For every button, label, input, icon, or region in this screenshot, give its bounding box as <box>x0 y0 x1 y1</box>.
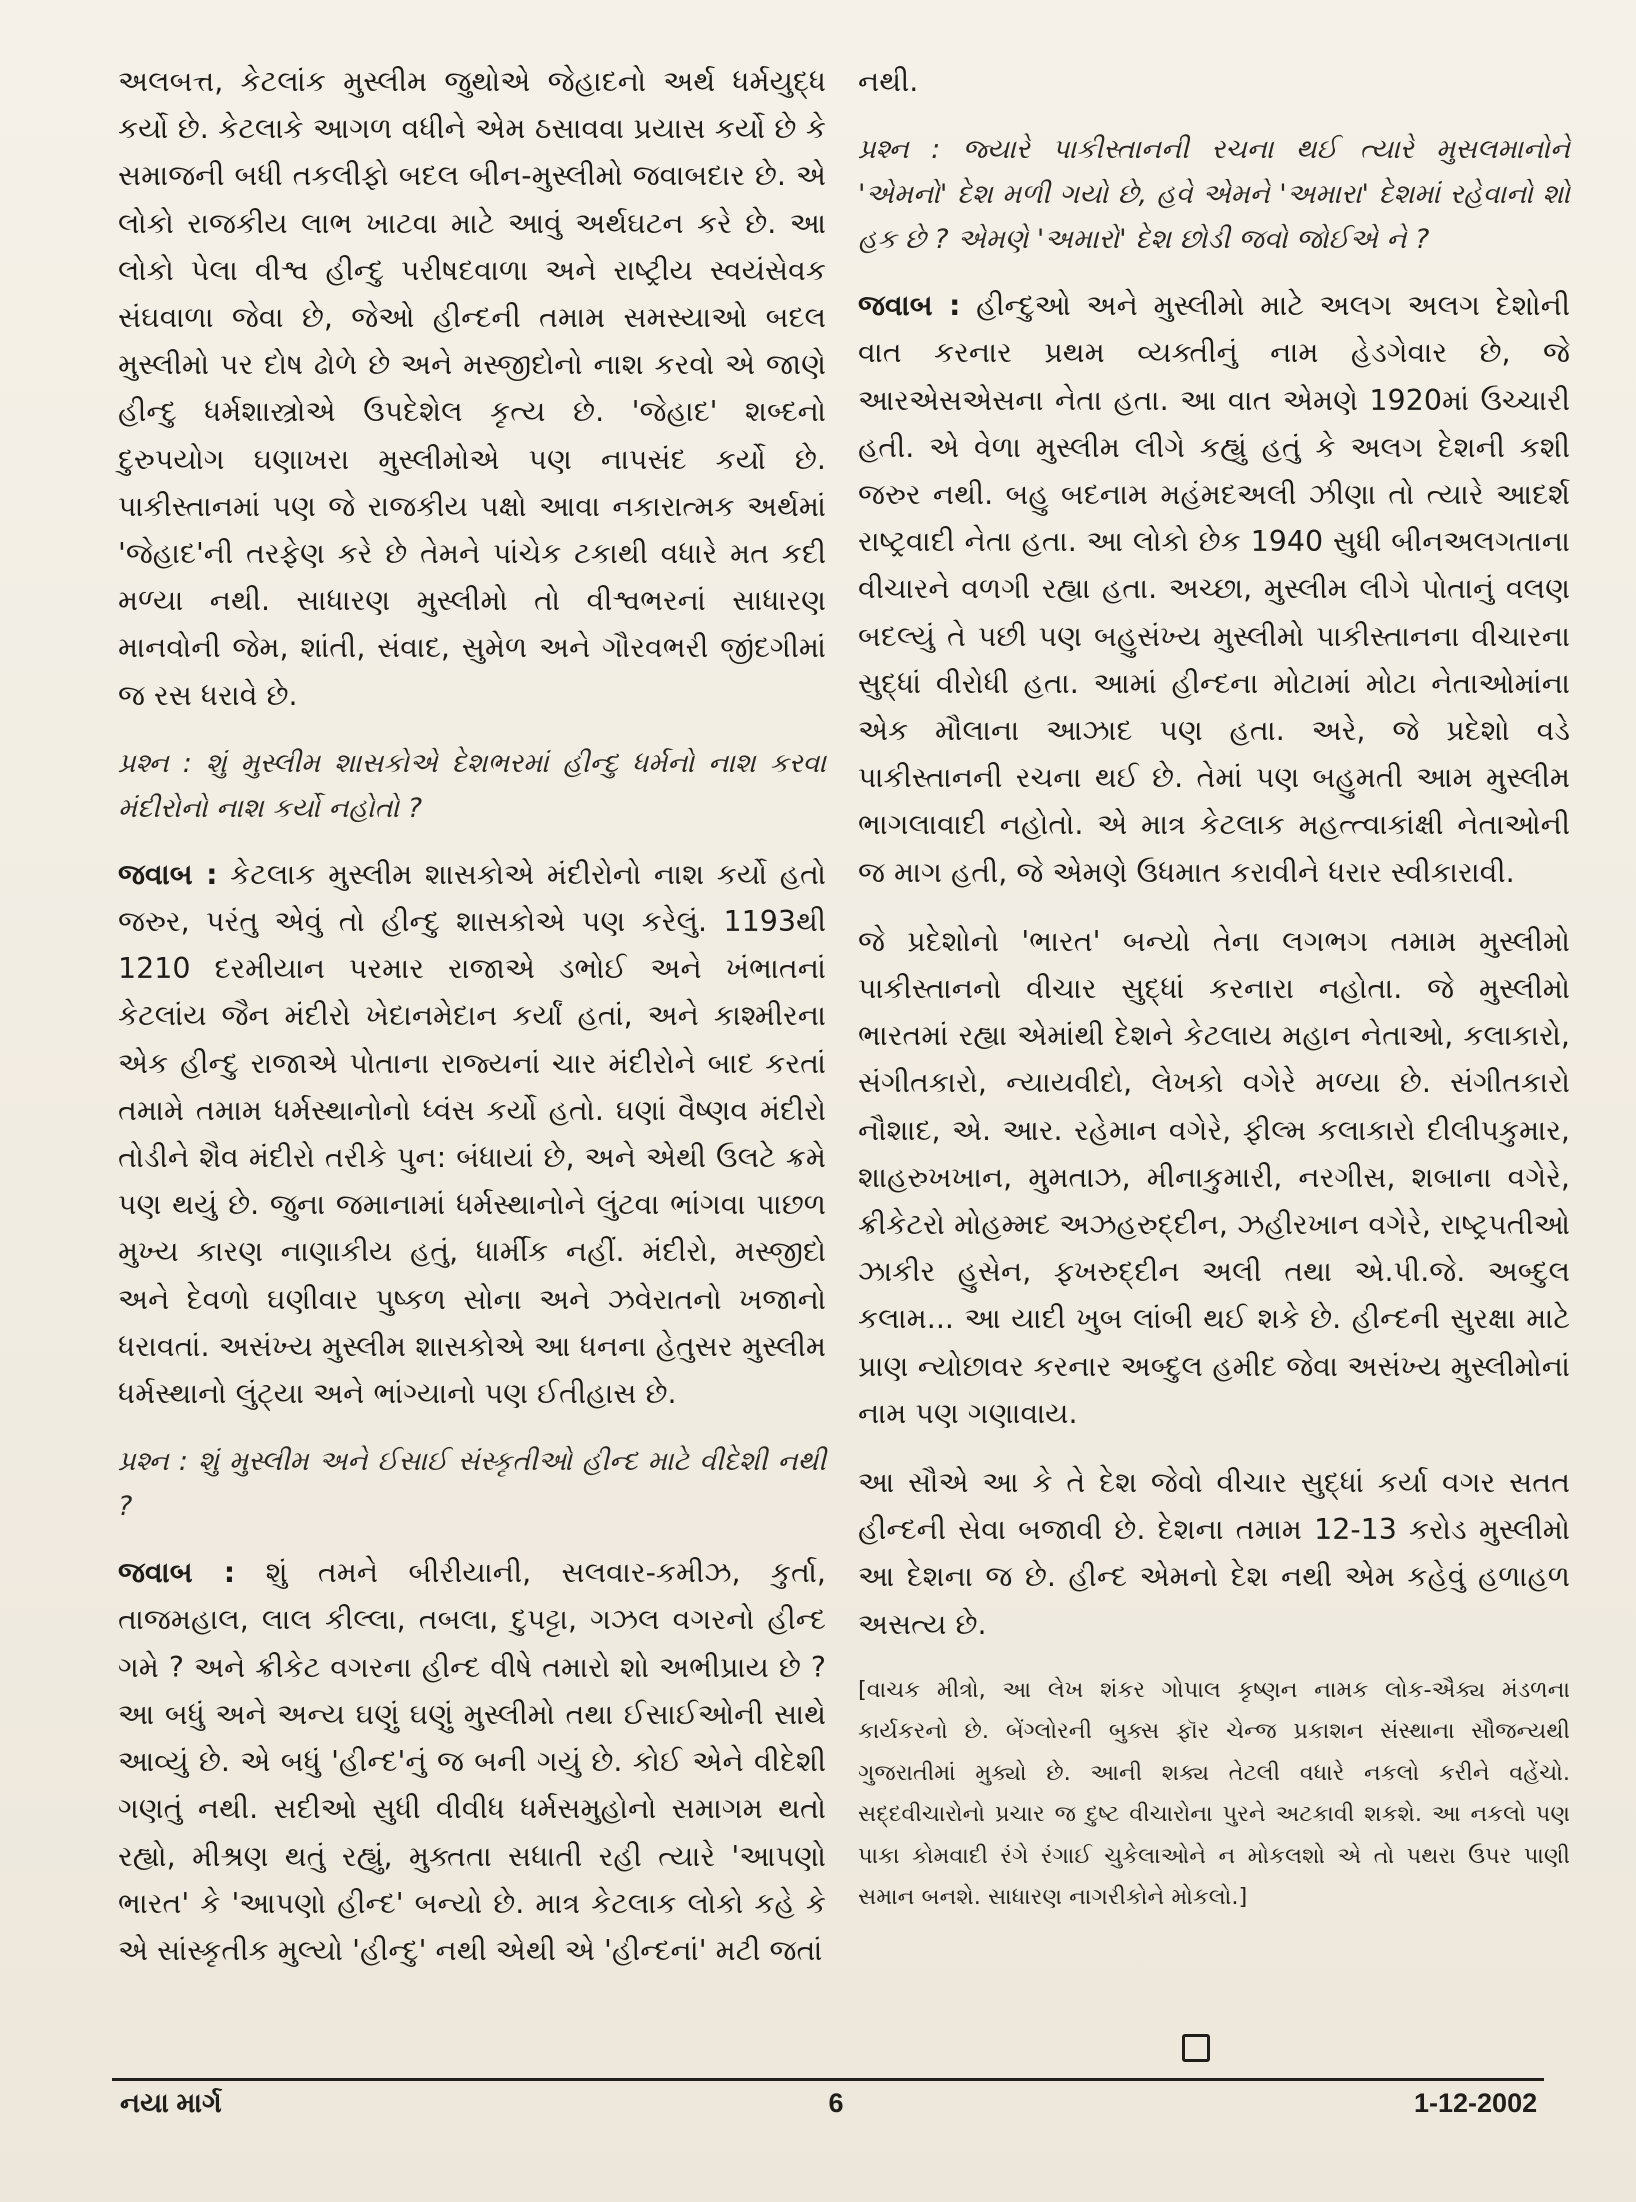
page-number: 6 <box>828 2088 844 2118</box>
paragraph-indian-muslims: જે પ્રદેશોનો 'ભારત' બન્યો તેના લગભગ તમામ મુસ્લીમો પાકીસ્તાનનો વીચાર સુદ્ધાં કરનારા નહોતા. જે મુસ્લીમો ભારતમાં રહ્યા એમાંથી દેશને કેટલાય મહાન નેતાઓ, કલાકારો, સંગીતકારો, ન્યાયવીદો, લેખકો વગેરે મળ્યા છે. સંગીતકારો નૌશાદ, એ. આર. રહેમાન વગેરે, ફીલ્મ કલાકારો દીલીપકુમાર, શાહરુખખાન, મુમતાઝ, મીનાકુમારી, નરગીસ, શબાના વગેરે, ક્રીકેટરો મોહમ્મદ અઝહરુદ્દીન, ઝહીરખાન વગેરે, રાષ્ટ્રપતીઓ ઝાકીર હુસેન, ફખરુદ્દીન અલી તથા એ.પી.જે. અબ્દુલ કલામ... આ યાદી ખુબ લાંબી થઈ શકે છે. હીન્દની સુરક્ષા માટે પ્રાણ ન્યોછાવર કરનાર અબ્દુલ હમીદ જેવા અસંખ્ય મુસ્લીમોનાં નામ પણ ગણાવાય. <box>858 924 1570 1430</box>
paragraph-conclusion: આ સૌએ આ કે તે દેશ જેવો વીચાર સુદ્ધાં કર્યા વગર સતત હીન્દની સેવા બજાવી છે. દેશના તમામ 12-13 કરોડ મુસ્લીમો આ દેશના જ છે. હીન્દ એમનો દેશ નથી એમ કહેવું હળાહળ અસત્ય છે. <box>858 1466 1570 1641</box>
question-pakistan: પ્રશ્ન : જ્યારે પાકીસ્તાનની રચના થઈ ત્યારે મુસલમાનોને 'એમનો' દેશ મળી ગયો છે, હવે એમને 'અમારા' દેશમાં રહેવાનો શો હક છે ? એમણે 'અમારો' દેશ છોડી જવો જોઈએ ને ? <box>858 134 1570 256</box>
question-temples: પ્રશ્ન : શું મુસ્લીમ શાસકોએ દેશભરમાં હીન્દુ ધર્મનો નાશ કરવા મંદીરોનો નાશ કર્યો નહોતો ? <box>118 747 826 824</box>
question-cultures: પ્રશ્ન : શું મુસ્લીમ અને ઈસાઈ સંસ્કૃતીઓ હીન્દ માટે વીદેશી નથી ? <box>118 1446 826 1523</box>
answer-text: હીન્દુઓ અને મુસ્લીમો માટે અલગ અલગ દેશોની વાત કરનાર પ્રથમ વ્યક્તીનું નામ હેડગેવાર છે, જે આરએસએસના નેતા હતા. આ વાત એમણે 1920માં ઉચ્ચારી હતી. એ વેળા મુસ્લીમ લીગે કહ્યું હતું કે અલગ દેશની કશી જરુર નથી. બહુ બદનામ મહંમદઅલી ઝીણા તો ત્યારે આદર્શ રાષ્ટ્રવાદી નેતા હતા. આ લોકો છેક 1940 સુધી બીનઅલગતાના વીચારને વળગી રહ્યા હતા. અચ્છા, મુસ્લીમ લીગે પોતાનું વલણ બદલ્યું તે પછી પણ બહુસંખ્ય મુસ્લીમો પાકીસ્તાનના વીચારના સુદ્ધાં વીરોધી હતા. આમાં હીન્દના મોટામાં મોટા નેતાઓમાંના એક મૌલાના આઝાદ પણ હતા. અરે, જે પ્રદેશો વડે પાકીસ્તાનની રચના થઈ છે. તેમાં પણ બહુમતી આમ મુસ્લીમ ભાગલાવાદી નહોતો. એ માત્ર કેટલાક મહત્ત્વાકાંક્ષી નેતાઓની જ માગ હતી, જે એમણે ઉધમાત કરાવીને ધરાર સ્વીકારાવી. <box>858 289 1570 889</box>
right-column <box>858 58 1570 1941</box>
answer-text: શું તમને બીરીયાની, સલવાર-કમીઝ, કુર્તા, તાજમહાલ, લાલ કીલ્લા, તબલા, દુપટ્ટા, ગઝલ વગરનો હીન્દ ગમે ? અને ક્રીકેટ વગરના હીન્દ વીષે તમારો શો અભીપ્રાય છે ? આ બધું અને અન્ય ઘણું ઘણું મુસ્લીમો તથા ઈસાઈઓની સાથે આવ્યું છે. એ બધું 'હીન્દ'નું જ બની ગયું છે. કોઈ એને વીદેશી ગણતું નથી. સદીઓ સુધી વીવીધ ધર્મસમુહોનો સમાગમ થતો રહ્યો, મીશ્રણ થતું રહ્યું, મુક્તતા સધાતી રહી ત્યારે 'આપણો ભારત' કે 'આપણો હીન્દ' બન્યો છે. માત્ર કેટલાક લોકો કહે કે એ સાંસ્કૃતીક મુલ્યો 'હીન્દુ' નથી એથી એ 'હીન્દનાં' મટી જતાં <box>118 1556 826 1967</box>
editor-note: [વાચક મીત્રો, આ લેખ શંકર ગોપાલ કૃષ્ણન નામક લોક-ઐક્ય મંડળના કાર્યકરનો છે. બેંગ્લોરની બુક્સ ફૉર ચેન્જ પ્રકાશન સંસ્થાના સૌજન્યથી ગુજરાતીમાં મુક્યો છે. આની શક્ય તેટલી વધારે નકલો કરીને વહેંચો. સદ્દવીચારોનો પ્રચાર જ દુષ્ટ વીચારોના પુરને અટકાવી શકશે. આ નકલો પણ પાકા કોમવાદી રંગે રંગાઈ ચુકેલાઓને ન મોકલશો એ તો પથરા ઉપર પાણી સમાન બનશે. સાધારણ નાગરીકોને મોકલો.] <box>858 1676 1570 1911</box>
paragraph-continuation: નથી. <box>858 65 919 98</box>
answer-label: જવાબ : <box>118 857 218 891</box>
paragraph-jihad-meaning: અલબત્ત, કેટલાંક મુસ્લીમ જુથોએ જેહાદનો અર્થ ધર્મયુદ્ધ કર્યો છે. કેટલાકે આગળ વધીને એમ ઠસાવવા પ્રયાસ કર્યો છે કે સમાજની બધી તકલીફો બદલ બીન-મુસ્લીમો જવાબદાર છે. એ લોકો રાજકીય લાભ ખાટવા માટે આવું અર્થઘટન કરે છે. આ લોકો પેલા વીશ્વ હીન્દુ પરીષદવાળા અને રાષ્ટ્રીય સ્વયંસેવક સંઘવાળા જેવા છે, જેઓ હીન્દની તમામ સમસ્યાઓ બદલ મુસ્લીમો પર દોષ ઢોળે છે અને મસ્જીદોનો નાશ કરવો એ જાણે હીન્દુ ધર્મશાસ્ત્રોએ ઉપદેશેલ કૃત્ય છે. 'જેહાદ' શબ્દનો દુરુપયોગ ઘણાખરા મુસ્લીમોએ પણ નાપસંદ કર્યો છે. પાકીસ્તાનમાં પણ જે રાજકીય પક્ષો આવા નકારાત્મક અર્થમાં 'જેહાદ'ની તરફેણ કરે છે તેમને પાંચેક ટકાથી વધારે મત કદી મળ્યા નથી. સાધારણ મુસ્લીમો તો વીશ્વભરનાં સાધારણ માનવોની જેમ, શાંતી, સંવાદ, સુમેળ અને ગૌરવભરી જીંદગીમાં જ રસ ધરાવે છે. <box>118 65 826 712</box>
answer-temples <box>118 851 826 1417</box>
answer-text: કેટલાક મુસ્લીમ શાસકોએ મંદીરોનો નાશ કર્યો હતો જરુર, પરંતુ એવું તો હીન્દુ શાસકોએ પણ કરેલું. 1193થી 1210 દરમીયાન પરમાર રાજાએ ડભોઈ અને ખંભાતનાં કેટલાંય જૈન મંદીરો ખેદાનમેદાન કર્યાં હતાં, અને કાશ્મીરના એક હીન્દુ રાજાએ પોતાના રાજ્યનાં ચાર મંદીરોને બાદ કરતાં તમામે તમામ ધર્મસ્થાનોનો ધ્વંસ કર્યો હતો. ઘણાં વૈષ્ણવ મંદીરો તોડીને શૈવ મંદીરો તરીકે પુન: બંધાયાં છે, અને એથી ઉલટે ક્રમે પણ થયું છે. જુના જમાનામાં ધર્મસ્થાનોને લુંટવા ભાંગવા પાછળ મુખ્ય કારણ નાણાકીય હતું, ધાર્મીક નહીં. મંદીરો, મસ્જીદો અને દેવળો ઘણીવાર પુષ્કળ સોના અને ઝવેરાતનો ખજાનો ધરાવતાં. અસંખ્ય મુસ્લીમ શાસકોએ આ ધનના હેતુસર મુસ્લીમ ધર્મસ્થાનો લુંટ્યા અને ભાંગ્યાનો પણ ઈતીહાસ છે. <box>118 857 827 1411</box>
publication-name: નયા માર્ગ <box>120 2088 222 2118</box>
issue-date: 1-12-2002 <box>1414 2088 1538 2118</box>
answer-label: જવાબ : <box>858 289 961 323</box>
end-of-article-square-icon <box>1182 2034 1210 2062</box>
answer-label: જવાબ : <box>118 1556 236 1590</box>
answer-cultures <box>118 1549 826 1974</box>
left-column <box>118 58 826 1996</box>
answer-pakistan <box>858 282 1570 896</box>
footer-divider <box>112 2078 1544 2081</box>
